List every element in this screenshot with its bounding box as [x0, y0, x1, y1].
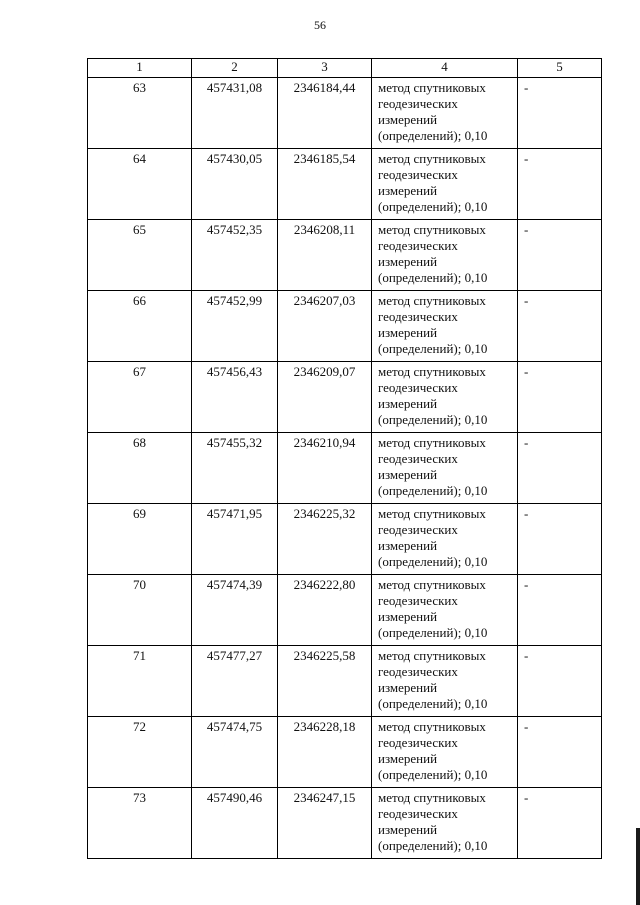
- method-line: геодезических: [378, 806, 458, 821]
- method-cell: [372, 362, 518, 433]
- point-number-cell: 63: [88, 78, 192, 149]
- x-coordinate-cell: 457474,75: [192, 717, 278, 788]
- method-line: измерений: [378, 467, 438, 482]
- note-cell: -: [518, 362, 602, 433]
- point-number-cell: 73: [88, 788, 192, 859]
- method-cell: [372, 433, 518, 504]
- method-line: метод спутниковых: [378, 364, 486, 379]
- y-coordinate-cell: 2346184,44: [278, 78, 372, 149]
- coordinates-table: [87, 58, 602, 859]
- y-coordinate-cell: 2346222,80: [278, 575, 372, 646]
- method-line: метод спутниковых: [378, 293, 486, 308]
- method-line: геодезических: [378, 522, 458, 537]
- method-line: (определений); 0,10: [378, 554, 488, 569]
- y-coordinate-cell: 2346208,11: [278, 220, 372, 291]
- method-line: (определений); 0,10: [378, 341, 488, 356]
- method-cell: [372, 788, 518, 859]
- table-row: [88, 291, 602, 362]
- method-line: измерений: [378, 538, 438, 553]
- x-coordinate-cell: 457452,35: [192, 220, 278, 291]
- point-number-cell: 66: [88, 291, 192, 362]
- note-cell: -: [518, 788, 602, 859]
- point-number-cell: 69: [88, 504, 192, 575]
- x-coordinate-cell: 457456,43: [192, 362, 278, 433]
- method-line: (определений); 0,10: [378, 128, 488, 143]
- x-coordinate-cell: 457452,99: [192, 291, 278, 362]
- method-line: измерений: [378, 396, 438, 411]
- method-line: метод спутниковых: [378, 222, 486, 237]
- method-line: (определений); 0,10: [378, 838, 488, 853]
- method-cell: [372, 504, 518, 575]
- method-line: геодезических: [378, 664, 458, 679]
- method-line: измерений: [378, 751, 438, 766]
- y-coordinate-cell: 2346247,15: [278, 788, 372, 859]
- table-row: [88, 149, 602, 220]
- table-row: [88, 78, 602, 149]
- point-number-cell: 67: [88, 362, 192, 433]
- table-row: [88, 788, 602, 859]
- method-line: измерений: [378, 822, 438, 837]
- y-coordinate-cell: 2346225,58: [278, 646, 372, 717]
- page-number: 56: [314, 18, 326, 32]
- y-coordinate-cell: 2346185,54: [278, 149, 372, 220]
- method-line: (определений); 0,10: [378, 767, 488, 782]
- method-line: метод спутниковых: [378, 151, 486, 166]
- method-line: измерений: [378, 609, 438, 624]
- method-line: геодезических: [378, 309, 458, 324]
- note-cell: -: [518, 291, 602, 362]
- method-line: метод спутниковых: [378, 577, 486, 592]
- note-cell: -: [518, 504, 602, 575]
- method-line: метод спутниковых: [378, 435, 486, 450]
- column-header: 2: [192, 59, 278, 78]
- note-cell: -: [518, 646, 602, 717]
- table-header-row: [88, 59, 602, 78]
- y-coordinate-cell: 2346209,07: [278, 362, 372, 433]
- y-coordinate-cell: 2346210,94: [278, 433, 372, 504]
- x-coordinate-cell: 457477,27: [192, 646, 278, 717]
- method-line: геодезических: [378, 167, 458, 182]
- note-cell: -: [518, 220, 602, 291]
- table-row: [88, 575, 602, 646]
- table-row: [88, 717, 602, 788]
- column-header: 4: [372, 59, 518, 78]
- scan-edge-mark: [636, 828, 640, 905]
- method-cell: [372, 575, 518, 646]
- method-cell: [372, 220, 518, 291]
- point-number-cell: 65: [88, 220, 192, 291]
- method-line: измерений: [378, 680, 438, 695]
- x-coordinate-cell: 457430,05: [192, 149, 278, 220]
- note-cell: -: [518, 717, 602, 788]
- x-coordinate-cell: 457490,46: [192, 788, 278, 859]
- x-coordinate-cell: 457471,95: [192, 504, 278, 575]
- y-coordinate-cell: 2346207,03: [278, 291, 372, 362]
- point-number-cell: 64: [88, 149, 192, 220]
- column-header: 3: [278, 59, 372, 78]
- method-line: метод спутниковых: [378, 648, 486, 663]
- table-row: [88, 220, 602, 291]
- point-number-cell: 70: [88, 575, 192, 646]
- method-line: (определений); 0,10: [378, 412, 488, 427]
- method-line: (определений); 0,10: [378, 696, 488, 711]
- note-cell: -: [518, 575, 602, 646]
- method-cell: [372, 149, 518, 220]
- point-number-cell: 72: [88, 717, 192, 788]
- column-header: 1: [88, 59, 192, 78]
- y-coordinate-cell: 2346225,32: [278, 504, 372, 575]
- method-line: метод спутниковых: [378, 719, 486, 734]
- table-row: [88, 646, 602, 717]
- method-line: метод спутниковых: [378, 790, 486, 805]
- note-cell: -: [518, 149, 602, 220]
- method-line: (определений); 0,10: [378, 625, 488, 640]
- method-line: геодезических: [378, 451, 458, 466]
- note-cell: -: [518, 433, 602, 504]
- method-line: геодезических: [378, 380, 458, 395]
- method-cell: [372, 717, 518, 788]
- method-line: измерений: [378, 112, 438, 127]
- method-line: (определений); 0,10: [378, 199, 488, 214]
- method-line: геодезических: [378, 96, 458, 111]
- point-number-cell: 71: [88, 646, 192, 717]
- method-cell: [372, 78, 518, 149]
- method-cell: [372, 291, 518, 362]
- method-cell: [372, 646, 518, 717]
- table-row: [88, 433, 602, 504]
- method-line: измерений: [378, 254, 438, 269]
- method-line: измерений: [378, 325, 438, 340]
- x-coordinate-cell: 457455,32: [192, 433, 278, 504]
- column-header: 5: [518, 59, 602, 78]
- method-line: метод спутниковых: [378, 506, 486, 521]
- method-line: метод спутниковых: [378, 80, 486, 95]
- method-line: геодезических: [378, 593, 458, 608]
- method-line: геодезических: [378, 735, 458, 750]
- y-coordinate-cell: 2346228,18: [278, 717, 372, 788]
- method-line: геодезических: [378, 238, 458, 253]
- x-coordinate-cell: 457474,39: [192, 575, 278, 646]
- point-number-cell: 68: [88, 433, 192, 504]
- method-line: (определений); 0,10: [378, 483, 488, 498]
- method-line: измерений: [378, 183, 438, 198]
- note-cell: -: [518, 78, 602, 149]
- table-row: [88, 504, 602, 575]
- table-row: [88, 362, 602, 433]
- method-line: (определений); 0,10: [378, 270, 488, 285]
- x-coordinate-cell: 457431,08: [192, 78, 278, 149]
